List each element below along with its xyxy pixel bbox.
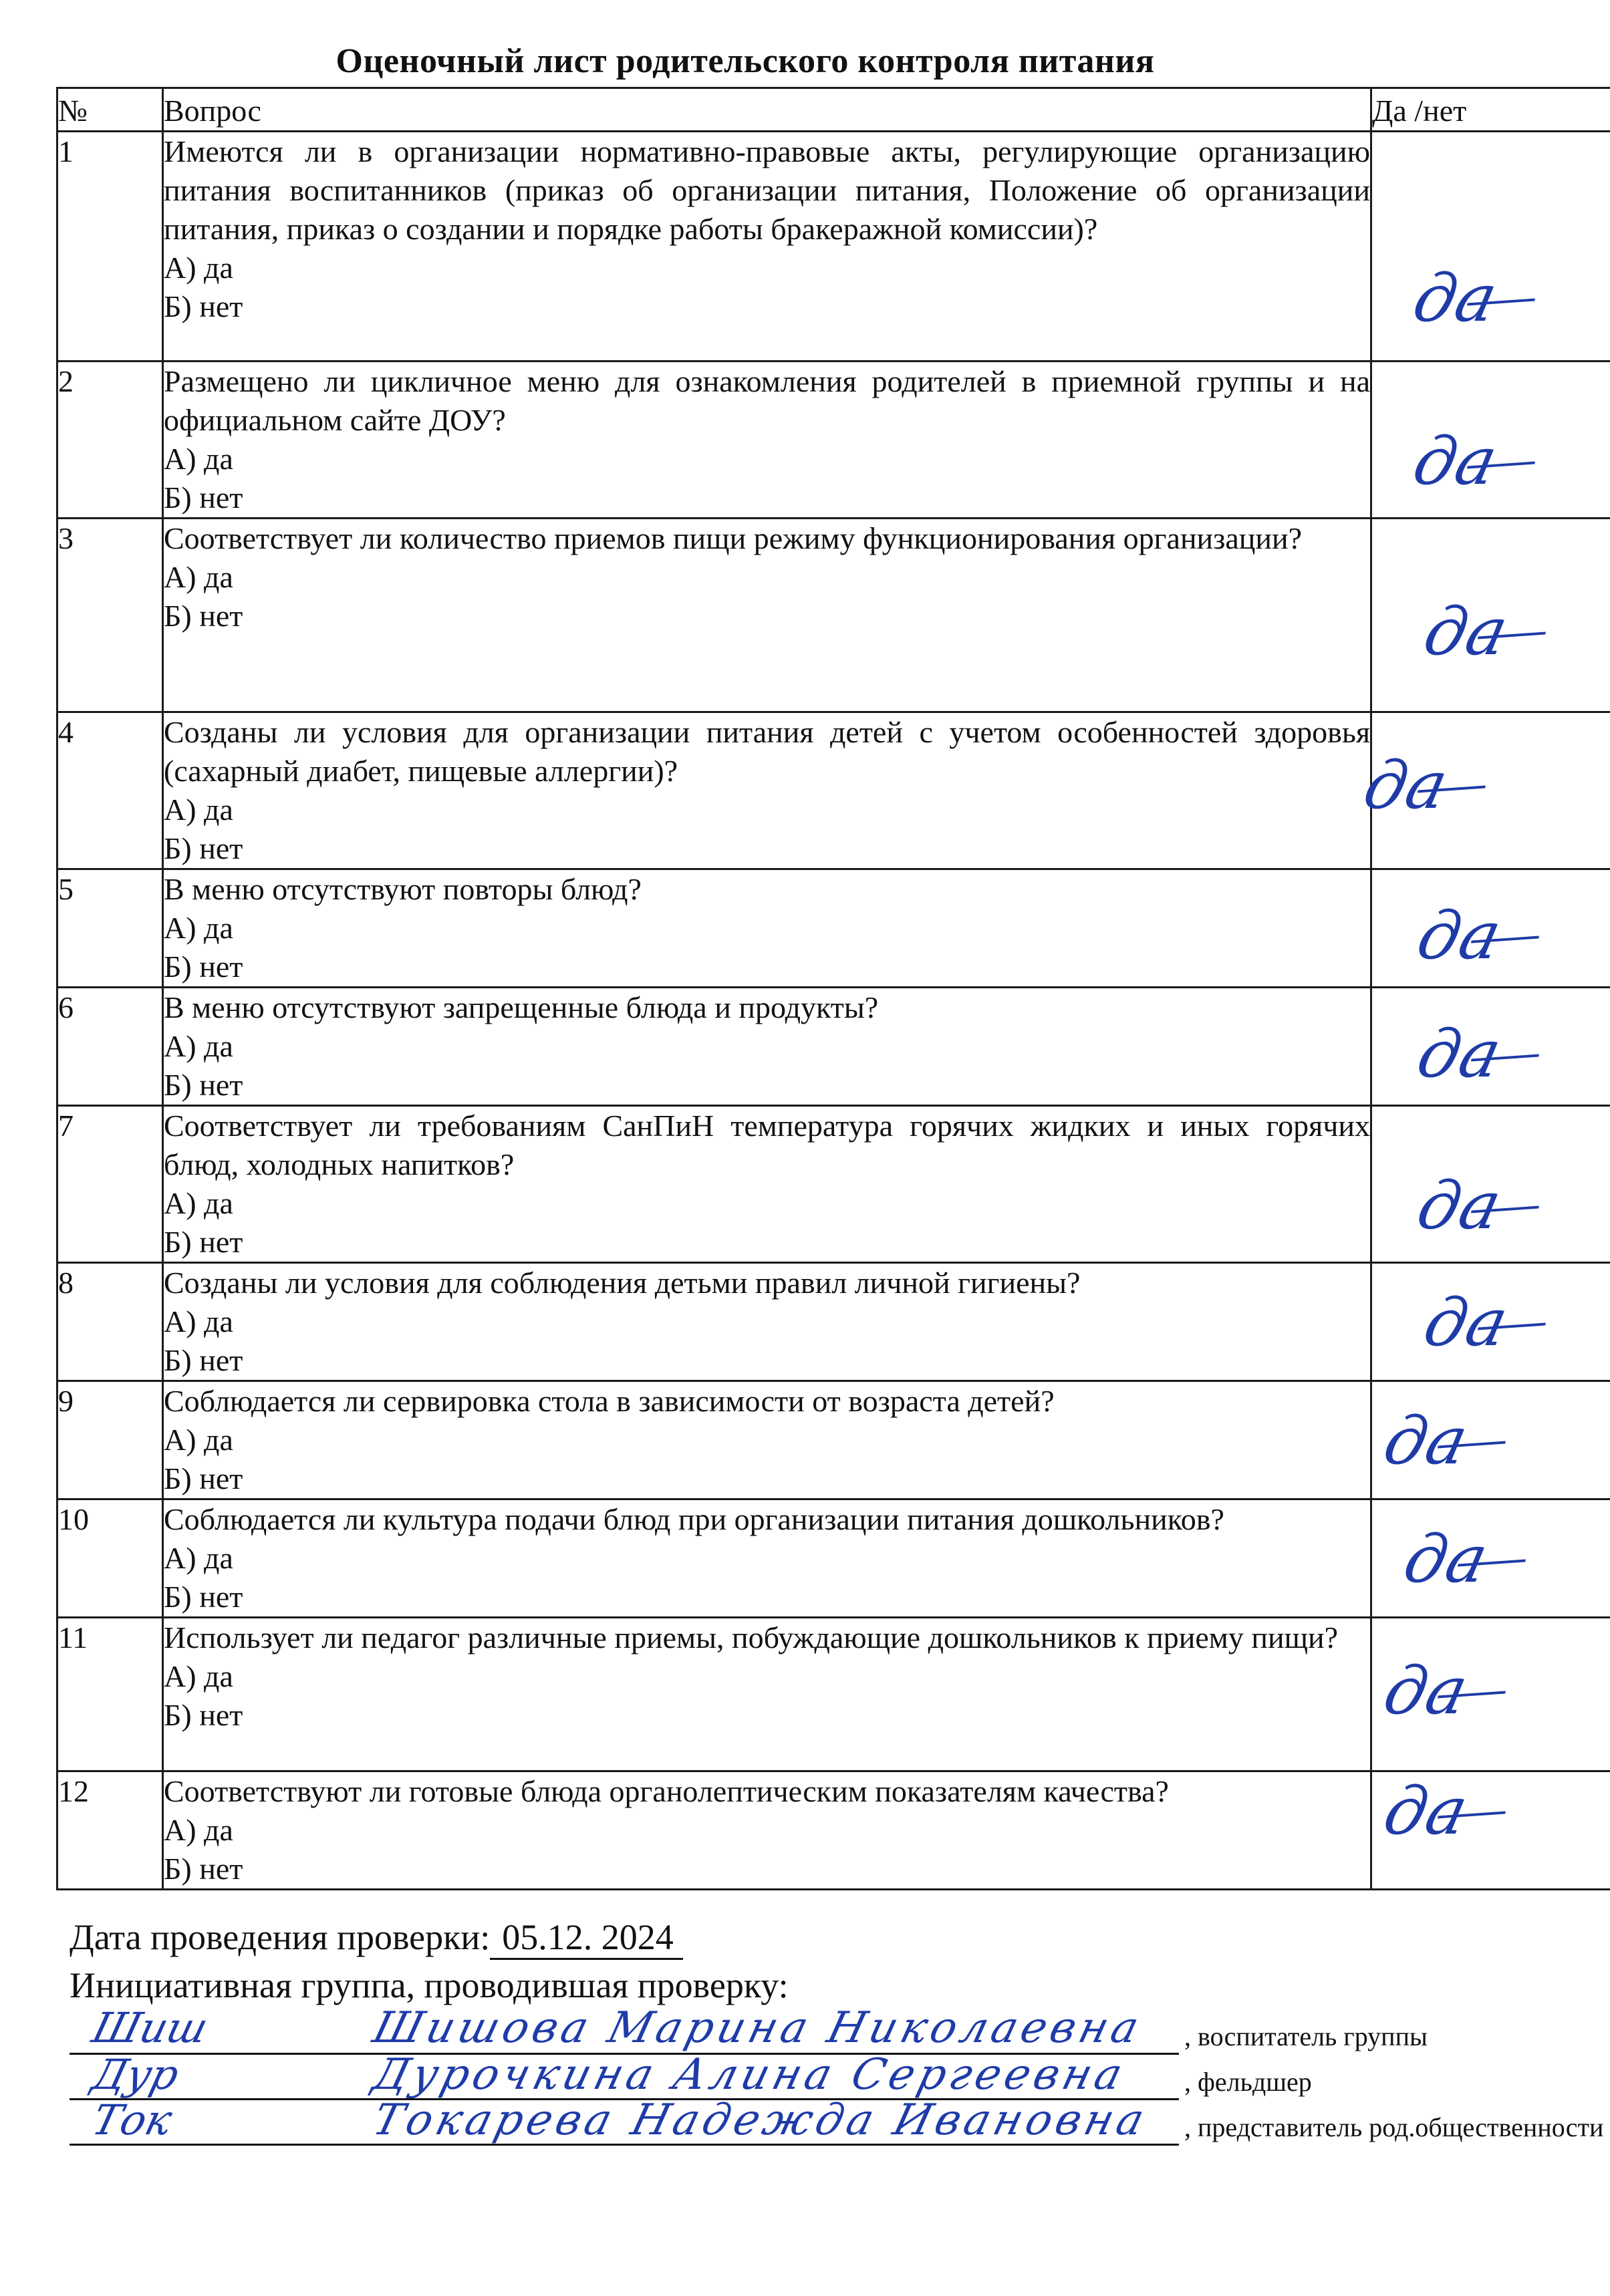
answer-cell [1371, 519, 1610, 712]
handwritten-answer: да [1357, 748, 1454, 824]
row-number: 9 [57, 1381, 163, 1499]
option-a: А) да [164, 1029, 233, 1063]
signature-role: , фельдшер [1184, 2067, 1312, 2097]
answer-cell [1357, 712, 1610, 869]
answer-cell [1371, 988, 1610, 1106]
question-cell [163, 1106, 1371, 1263]
row-number: 2 [57, 362, 163, 519]
table-row [57, 988, 1610, 1106]
handwritten-answer: да [1377, 1403, 1474, 1479]
question-cell [163, 1771, 1371, 1890]
option-b: Б) нет [164, 1698, 243, 1732]
question-cell [163, 869, 1371, 988]
handwritten-answer: да [1417, 594, 1514, 670]
row-number: 5 [57, 869, 163, 988]
table-row [57, 1618, 1610, 1771]
question-text: Размещено ли цикличное меню для ознакомления родителей в приемной группы и на официальном сайте ДОУ? [164, 364, 1370, 437]
option-b: Б) нет [164, 1461, 243, 1495]
date-value: 05.12. 2024 [490, 1916, 683, 1960]
option-a: А) да [164, 251, 233, 285]
header-number: № [57, 88, 163, 132]
question-text: Соответствует ли требованиям СанПиН температура горячих жидких и иных горячих блюд, холодных напитков? [164, 1109, 1370, 1181]
header-question: Вопрос [163, 88, 1371, 132]
option-a: А) да [164, 1659, 233, 1693]
question-cell [163, 132, 1371, 362]
handwritten-answer: да [1410, 898, 1508, 974]
group-label: Инициативная группа, проводившая проверку: [70, 1965, 789, 2005]
page-title: Оценочный лист родительского контроля питания [336, 42, 1155, 80]
row-number: 10 [57, 1499, 163, 1618]
signature-name: Токарева Надежда Ивановна [368, 2096, 1154, 2145]
signature-line [70, 2144, 1179, 2146]
table-row [57, 1106, 1610, 1263]
question-cell [163, 1381, 1371, 1499]
row-number: 8 [57, 1263, 163, 1381]
option-b: Б) нет [164, 289, 243, 323]
option-a: А) да [164, 793, 233, 827]
table-row [57, 1499, 1610, 1618]
question-cell [163, 362, 1371, 519]
answer-cell [1371, 1499, 1610, 1618]
question-cell [163, 988, 1371, 1106]
table-row [57, 712, 1610, 869]
answer-cell [1371, 1106, 1610, 1263]
question-text: В меню отсутствуют повторы блюд? [164, 872, 642, 906]
table-row [57, 362, 1610, 519]
option-a: А) да [164, 442, 233, 476]
option-b: Б) нет [164, 950, 243, 984]
row-number: 11 [57, 1618, 163, 1771]
option-b: Б) нет [164, 1580, 243, 1614]
handwritten-answer: да [1397, 1522, 1494, 1598]
question-cell [163, 1499, 1371, 1618]
option-b: Б) нет [164, 599, 243, 633]
question-text: Созданы ли условия для соблюдения детьми правил личной гигиены? [164, 1266, 1081, 1300]
table-row [57, 869, 1610, 988]
question-text: Созданы ли условия для организации питания детей с учетом особенностей здоровья (сахарный диабет, пищевые аллергии)? [164, 715, 1370, 788]
answer-cell [1371, 1381, 1610, 1499]
question-text: Использует ли педагог различные приемы, побуждающие дошкольников к приему пищи? [164, 1620, 1339, 1655]
question-cell [163, 1618, 1371, 1771]
question-text: Соблюдается ли сервировка стола в зависимости от возраста детей? [164, 1384, 1055, 1418]
answer-cell [1371, 1771, 1610, 1890]
evaluation-table [56, 87, 1610, 1890]
signature-role: , представитель род.общественности [1184, 2112, 1604, 2142]
row-number: 6 [57, 988, 163, 1106]
signature-role: , воспитатель группы [1184, 2021, 1428, 2051]
option-b: Б) нет [164, 1068, 243, 1102]
handwritten-answer: да [1417, 1285, 1514, 1361]
table-row [57, 1381, 1610, 1499]
handwritten-answer: да [1406, 424, 1504, 500]
handwritten-answer: да [1410, 1016, 1508, 1093]
answer-cell [1371, 1618, 1610, 1771]
row-number: 12 [57, 1771, 163, 1890]
option-a: А) да [164, 911, 233, 945]
row-number: 7 [57, 1106, 163, 1263]
handwritten-answer: да [1377, 1773, 1474, 1850]
question-text: Соответствует ли количество приемов пищи режиму функционирования организации? [164, 521, 1303, 555]
option-a: А) да [164, 1423, 233, 1457]
option-b: Б) нет [164, 1343, 243, 1377]
signature-mark: Шиш [87, 2003, 213, 2052]
table-header-row [57, 88, 1610, 132]
header-answer: Да /нет [1371, 88, 1610, 132]
option-a: А) да [164, 1304, 233, 1338]
handwritten-answer: да [1377, 1653, 1474, 1729]
option-b: Б) нет [164, 831, 243, 865]
option-b: Б) нет [164, 480, 243, 515]
row-number: 1 [57, 132, 163, 362]
question-text: Соответствуют ли готовые блюда органолептическим показателям качества? [164, 1774, 1169, 1808]
option-a: А) да [164, 560, 233, 594]
question-cell [163, 1263, 1371, 1381]
option-a: А) да [164, 1541, 233, 1575]
handwritten-answer: да [1410, 1168, 1508, 1244]
inspection-date [70, 1916, 683, 1960]
table-row [57, 1263, 1610, 1381]
question-text: Имеются ли в организации нормативно-правовые акты, регулирующие организацию питания воспитанников (приказ об организации питания, Положение об организации питания, приказ о создании и порядке работы бракеражной комиссии)? [164, 134, 1370, 246]
answer-cell [1371, 1263, 1610, 1381]
row-number: 4 [57, 712, 163, 869]
table-row [57, 132, 1610, 362]
option-a: А) да [164, 1813, 233, 1847]
answer-cell [1371, 869, 1610, 988]
handwritten-answer: да [1406, 261, 1504, 337]
signature-name: Дурочкина Алина Сергеевна [368, 2050, 1131, 2100]
table-row [57, 1771, 1610, 1890]
option-b: Б) нет [164, 1225, 243, 1259]
question-cell [163, 519, 1371, 712]
signature-mark: Дур [87, 2050, 184, 2099]
question-cell [163, 712, 1371, 869]
option-b: Б) нет [164, 1852, 243, 1886]
row-number: 3 [57, 519, 163, 712]
date-label: Дата проведения проверки: [70, 1917, 491, 1957]
answer-cell [1371, 132, 1610, 362]
option-a: А) да [164, 1186, 233, 1220]
signature-name: Шишова Марина Николаевна [368, 2003, 1148, 2053]
answer-cell [1371, 362, 1610, 519]
question-text: В меню отсутствуют запрещенные блюда и продукты? [164, 990, 879, 1024]
question-text: Соблюдается ли культура подачи блюд при организации питания дошкольников? [164, 1502, 1224, 1536]
table-row [57, 519, 1610, 712]
signature-mark: Ток [87, 2096, 177, 2144]
